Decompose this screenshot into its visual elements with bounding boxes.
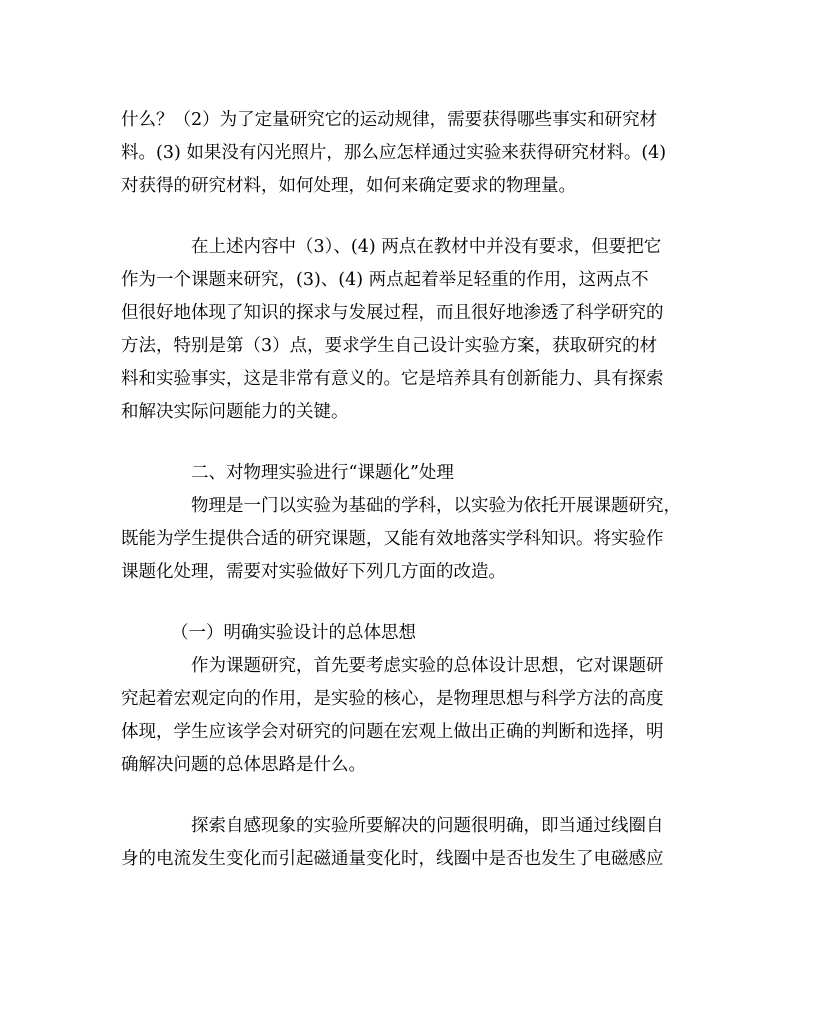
paragraph [121,490,701,589]
text-line: 体现，学生应该学会对研究的问题在宏观上做出正确的判断和选择，明 [121,722,664,742]
document-body [121,104,701,876]
text-line: 作为课题研究，首先要考虑实验的总体设计思想，它对课题研 [191,656,664,676]
text-line: 确解决问题的总体思路是什么。 [121,755,366,775]
text-line: 课题化处理，需要对实验做好下列几方面的改造。 [121,562,506,582]
section-heading: 二、对物理实验进行“课题化”处理 [191,463,454,483]
paragraph [121,231,701,429]
paragraph [121,810,701,876]
text-line: 料。(3) 如果没有闪光照片，那么应怎样通过实验来获得研究材料。(4) [121,143,667,163]
text-line: 料和实验事实，这是非常有意义的。它是培养具有创新能力、具有探索 [121,369,664,389]
text-line: 究起着宏观定向的作用，是实验的核心，是物理思想与科学方法的高度 [121,689,664,709]
text-line: 和解决实际问题能力的关键。 [121,402,349,422]
paragraph [121,104,701,203]
text-line: 方法，特别是第（3）点，要求学生自己设计实验方案，获取研究的材 [121,336,658,356]
subsection-heading: （一）明确实验设计的总体思想 [171,623,416,643]
text-line: 身的电流发生变化而引起磁通量变化时，线圈中是否也发生了电磁感应 [121,849,664,869]
text-line: 但很好地体现了知识的探求与发展过程，而且很好地渗透了科学研究的 [121,303,664,323]
text-line: 物理是一门以实验为基础的学科，以实验为依托开展课题研究， [191,496,681,516]
text-line: 什么？（2）为了定量研究它的运动规律，需要获得哪些事实和研究材 [121,110,658,130]
text-line: 对获得的研究材料，如何处理，如何来确定要求的物理量。 [121,176,576,196]
text-line: 探索自感现象的实验所要解决的问题很明确，即当通过线圈自 [191,816,664,836]
text-line: 作为一个课题来研究，(3)、(4) 两点起着举足轻重的作用，这两点不 [121,270,649,290]
paragraph [121,650,701,782]
text-line: 在上述内容中（3）、(4) 两点在教材中并没有要求，但要把它 [191,237,662,257]
text-line: 既能为学生提供合适的研究课题，又能有效地落实学科知识。将实验作 [121,529,664,549]
